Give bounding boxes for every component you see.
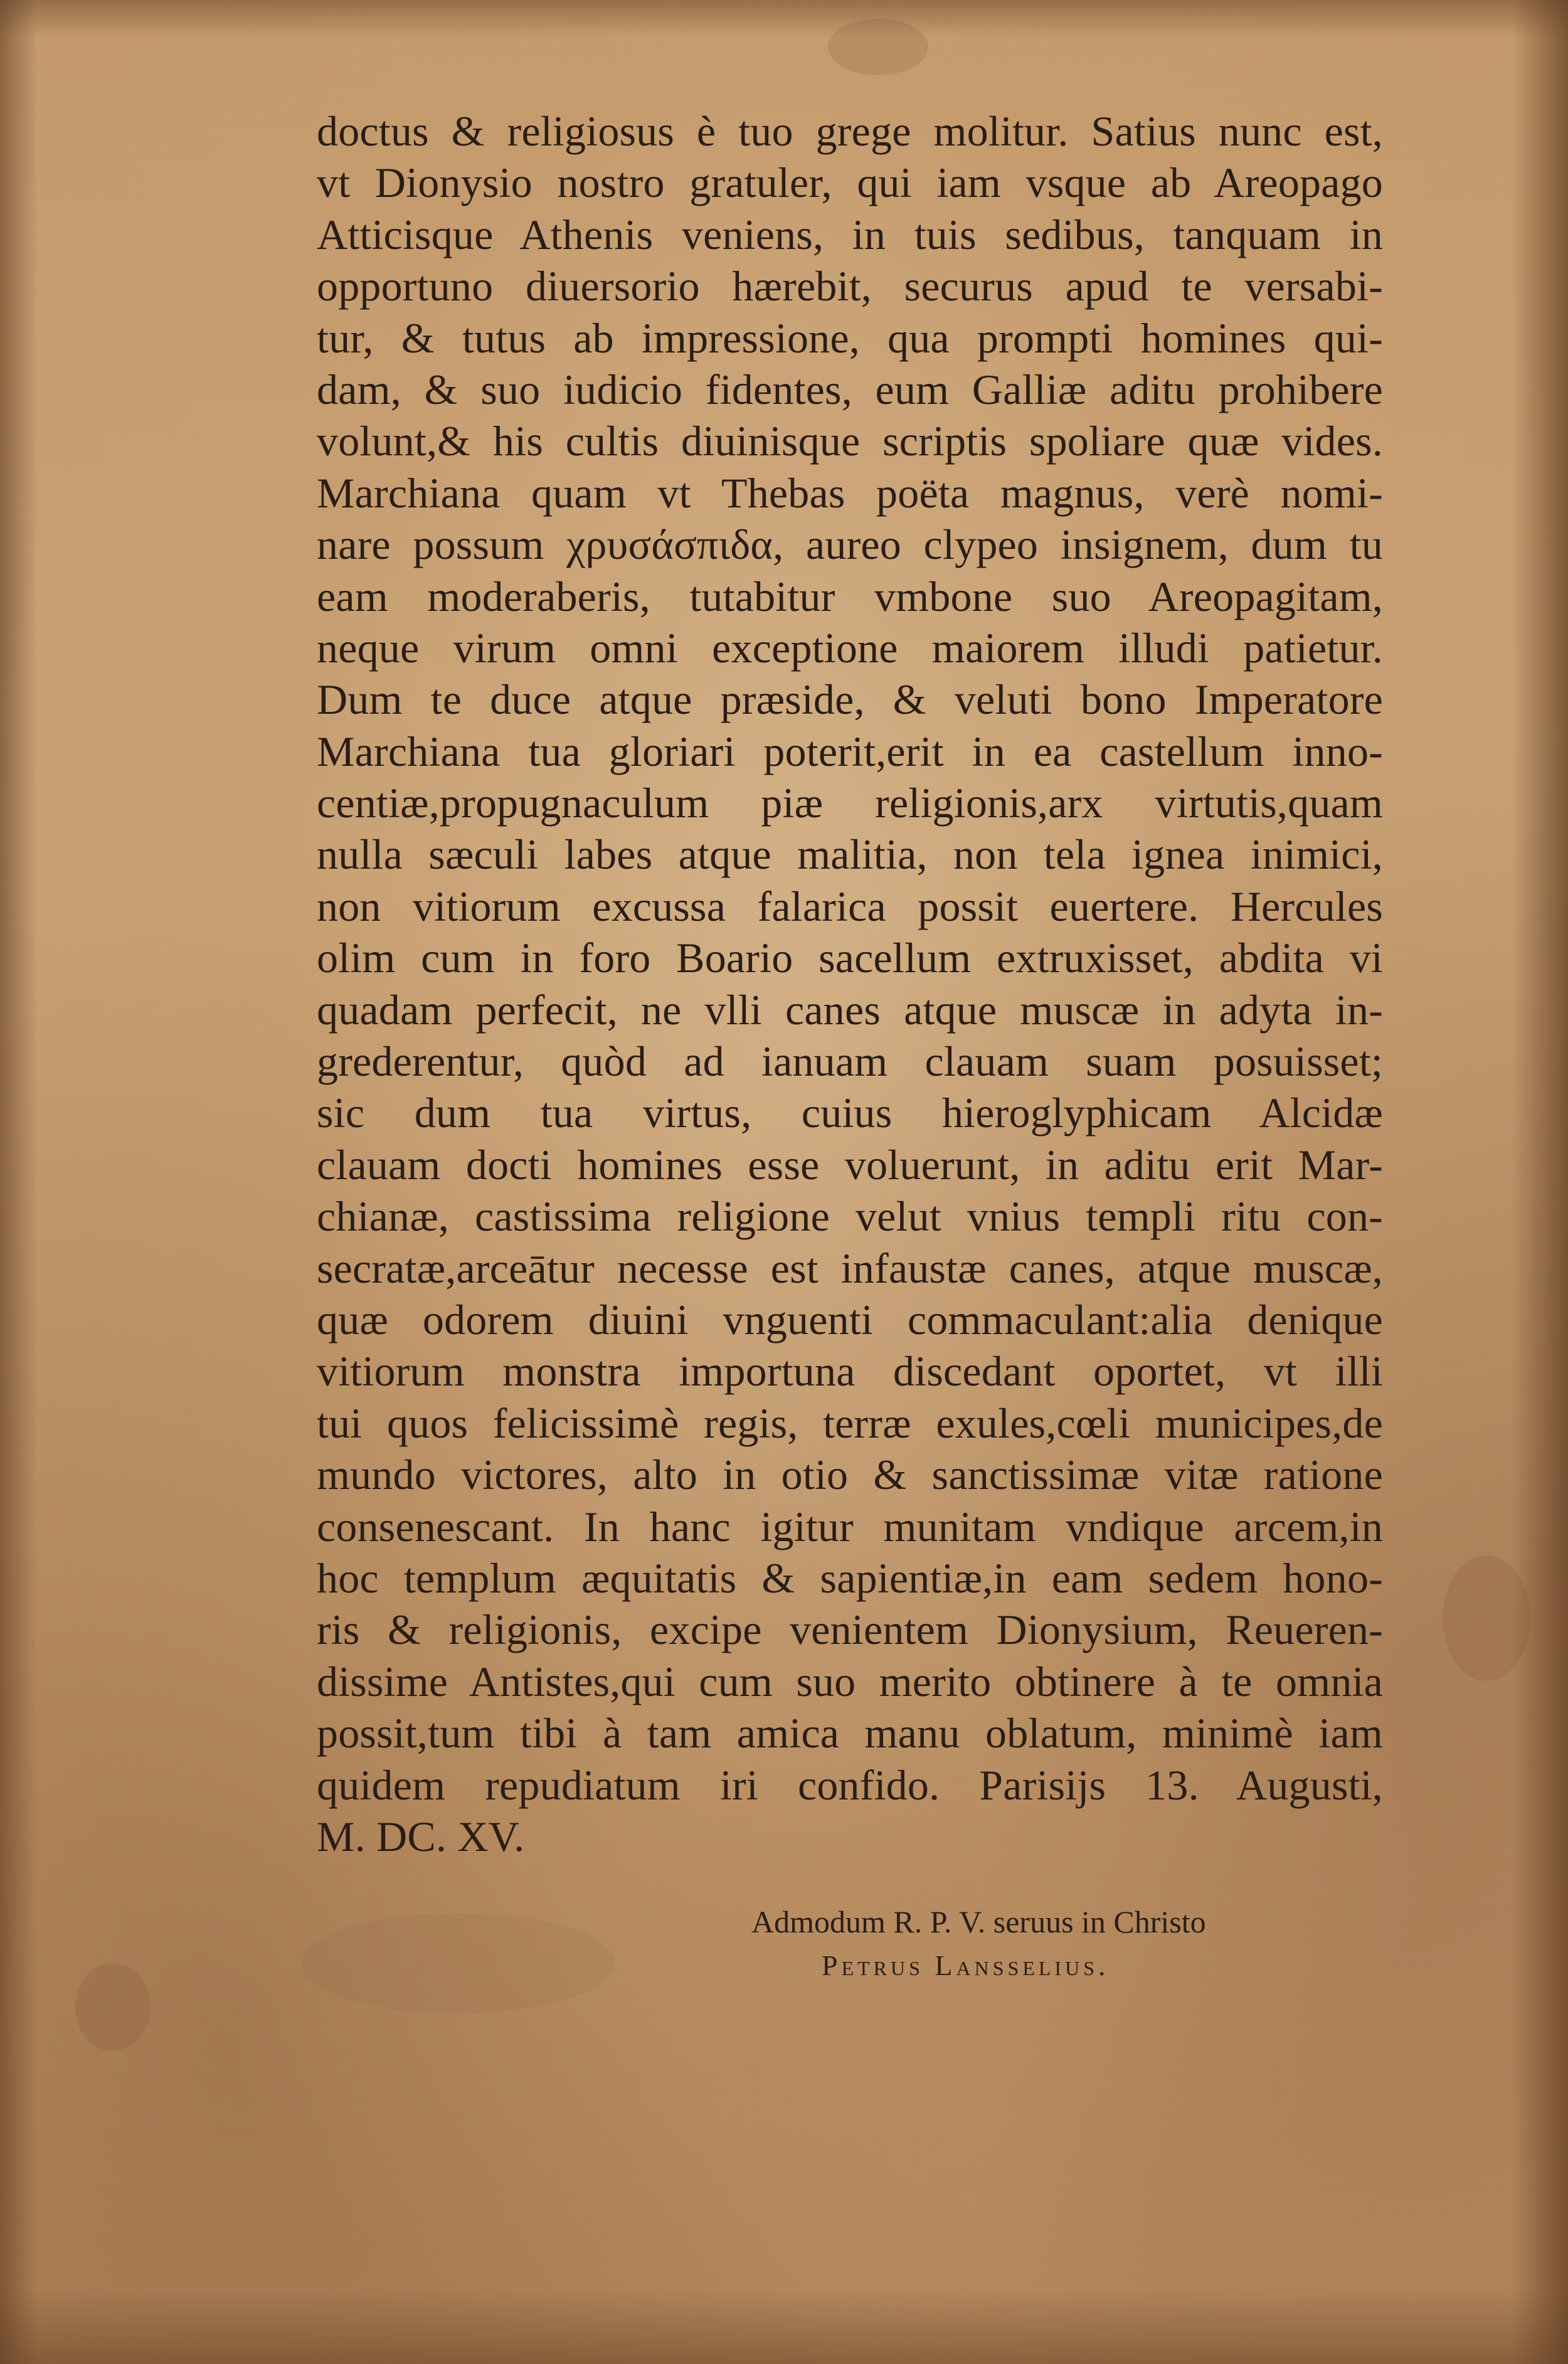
text-line: nare possum χρυσάσπιδα, aureo clypeo insignem, dum tu [317,521,1383,569]
text-line: dam, & suo iudicio fidentes, eum Galliæ aditu prohibere [317,365,1383,413]
text-line: Marchiana quam vt Thebas poëta magnus, verè nomi- [317,469,1383,517]
text-line: dissime Antistes,qui cum suo merito obtinere à te omnia [317,1657,1383,1705]
text-line: secratæ,arceātur necesse est infaustæ canes, atque muscæ, [317,1244,1383,1292]
text-line: ris & religionis, excipe venientem Dionysium, Reueren- [317,1606,1383,1654]
text-line: hoc templum æquitatis & sapientiæ,in eam sedem hono- [317,1554,1383,1602]
text-line: vitiorum monstra importuna discedant oportet, vt illi [317,1347,1383,1396]
paper-stain [75,1963,151,2051]
signature-name: Petrus Lansselius. [822,1949,1110,1981]
text-line: non vitiorum excussa falarica possit euertere. Hercules [317,882,1383,930]
page-edge-shadow-bottom [0,2289,1568,2364]
text-line: centiæ,propugnaculum piæ religionis,arx virtutis,quam [317,779,1383,827]
text-line: consenescant. In hanc igitur munitam vndique arcem,in [317,1502,1383,1550]
page-edge-shadow-right [1512,0,1568,2364]
text-line: nulla sæculi labes atque malitia, non tela ignea inimici, [317,830,1383,879]
text-line: Marchiana tua gloriari poterit,erit in ea castellum inno- [317,727,1383,775]
text-line: opportuno diuersorio hærebit, securus apud te versabi- [317,262,1383,310]
text-line: quæ odorem diuini vnguenti commaculant:alia denique [317,1295,1383,1344]
page-edge-shadow-left [0,0,38,2364]
paper-stain [828,19,928,75]
text-line: possit,tum tibi à tam amica manu oblatum, minimè iam [317,1709,1383,1757]
text-line: volunt,& his cultis diuinisque scriptis spoliare quæ vides. [317,417,1383,465]
text-line: Dum te duce atque præside, & veluti bono Imperatore [317,676,1383,724]
paper-stain [1443,1556,1530,1681]
text-line: clauam docti homines esse voluerunt, in aditu erit Mar- [317,1140,1383,1189]
text-line: tui quos felicissimè regis, terræ exules,cœli municipes,de [317,1399,1383,1447]
text-line: vt Dionysio nostro gratuler, qui iam vsque ab Areopago [317,159,1383,207]
text-line: olim cum in foro Boario sacellum extruxisset, abdita vi [317,934,1383,982]
paper-stain [301,1913,615,2013]
text-line: chianæ, castissima religione velut vnius templi ritu con- [317,1192,1383,1241]
text-line: mundo victores, alto in otio & sanctissimæ vitæ ratione [317,1451,1383,1499]
text-line: tur, & tutus ab impressione, qua prompti homines qui- [317,314,1383,362]
body-text [317,105,1383,1862]
text-line: quidem repudiatum iri confido. Parisijs 13. Augusti, [317,1761,1383,1809]
text-line: sic dum tua virtus, cuius hieroglyphicam Alcidæ [317,1089,1383,1137]
text-line: neque virum omni exceptione maiorem illudi patietur. [317,623,1383,672]
text-line: Atticisque Athenis veniens, in tuis sedibus, tanquam in [317,210,1383,258]
text-line: doctus & religiosus è tuo grege molitur. Satius nunc est, [317,107,1383,155]
text-line: quadam perfecit, ne vlli canes atque muscæ in adyta in- [317,985,1383,1034]
page-edge-shadow-top [0,0,1568,38]
text-line: grederentur, quòd ad ianuam clauam suam posuisset; [317,1037,1383,1086]
signature-salutation: Admodum R. P. V. seruus in Christo [751,1904,1206,1939]
date-line: M. DC. XV. [317,1812,525,1860]
text-line: eam moderaberis, tutabitur vmbone suo Areopagitam, [317,572,1383,620]
